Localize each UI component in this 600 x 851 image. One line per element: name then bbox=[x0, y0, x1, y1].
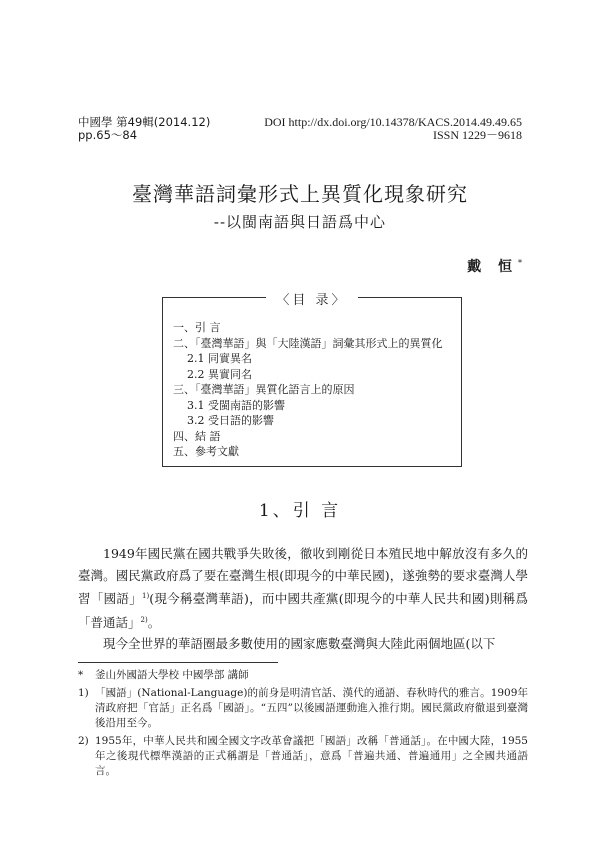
footnotes bbox=[78, 668, 528, 782]
section-heading: 1、引 言 bbox=[258, 501, 342, 521]
author bbox=[467, 256, 522, 276]
toc-item: 五、參考文獻 bbox=[173, 445, 239, 458]
journal-header bbox=[78, 116, 210, 142]
toc-subitem: 3.1 受閩南語的影響 bbox=[187, 398, 285, 412]
author-affiliation-mark: * bbox=[518, 258, 522, 268]
toc-heading: 〈目 录〉 bbox=[266, 293, 357, 308]
footnote bbox=[78, 686, 528, 731]
footnote-mark: 2) bbox=[78, 735, 89, 747]
toc-subitem: 2.1 同實異名 bbox=[187, 352, 252, 365]
paper-title: 臺灣華語詞彙形式上異質化現象研究 bbox=[132, 182, 468, 206]
body-text bbox=[78, 543, 528, 655]
toc-item: 三、「臺灣華語」異質化語言上的原因 bbox=[173, 383, 355, 396]
paragraph-text: 1949年國民黨在國共戰爭失敗後，徹收到剛從日本殖民地中解放沒有多久的臺灣。國民黨政府爲了要在臺灣生根(即現今的中華民國)，遂強勢的要求臺灣人學習「國語」 bbox=[78, 546, 528, 607]
author-name: 戴 恒 bbox=[467, 259, 518, 275]
journal-issue: 中國學 第49輯(2014.12) bbox=[78, 115, 211, 129]
paper-subtitle: --以閩南語與日語爲中心 bbox=[213, 213, 387, 231]
doi-link[interactable]: DOI http://dx.doi.org/10.14378/KACS.2014.49.49.65 bbox=[264, 115, 522, 129]
identifier-header bbox=[264, 116, 522, 142]
footnote-text: 「國語」(National-Language)的前身是明清官話、漢代的通語、春秋時代的雅言。1909年清政府把「官話」正名爲「國語」。“五四”以後國語運動進入推行期。國民黨政府徹退到臺灣後沿用至今。 bbox=[95, 687, 528, 729]
toc-item: 四、結 語 bbox=[173, 429, 221, 443]
issn-number: ISSN 1229－9618 bbox=[432, 128, 522, 142]
paragraph bbox=[78, 543, 528, 633]
page-range: pp.65～84 bbox=[78, 128, 138, 142]
toc-item: 二、「臺灣華語」與「大陸漢語」詞彙其形式上的異質化 bbox=[173, 336, 443, 350]
paragraph: 現今全世界的華語圈最多數使用的國家應數臺灣與大陸此兩個地區(以下 bbox=[103, 636, 496, 652]
footnote-ref[interactable]: 2) bbox=[140, 615, 148, 624]
footnote bbox=[78, 668, 528, 683]
toc-list bbox=[173, 320, 455, 460]
footnote-divider bbox=[78, 662, 278, 663]
paragraph-text: (現今稱臺灣華語)，而中國共產黨(即現今的中華人民共和國)則稱爲「普通話」 bbox=[78, 591, 528, 630]
footnote-text: 釜山外國語大學校 中國學部 講師 bbox=[95, 669, 249, 681]
toc-heading-wrap bbox=[163, 289, 461, 308]
toc-item: 一、引 言 bbox=[173, 321, 221, 334]
footnote-ref[interactable]: 1) bbox=[142, 592, 150, 600]
footnote bbox=[78, 734, 528, 779]
table-of-contents bbox=[162, 293, 462, 467]
footnote-mark: * bbox=[78, 669, 84, 681]
paragraph-text: 。 bbox=[147, 614, 161, 630]
footnote-mark: 1) bbox=[78, 687, 89, 699]
toc-subitem: 3.2 受日語的影響 bbox=[187, 414, 274, 427]
footnote-text: 1955年，中華人民共和國全國文字改革會議把「國語」改稱「普通話」。在中國大陸，1955年之後現代標準漢語的正式稱謂是「普通話」，意爲「普遍共通、普遍通用」之全國共通語言。 bbox=[95, 735, 528, 777]
toc-subitem: 2.2 異實同名 bbox=[187, 367, 252, 381]
